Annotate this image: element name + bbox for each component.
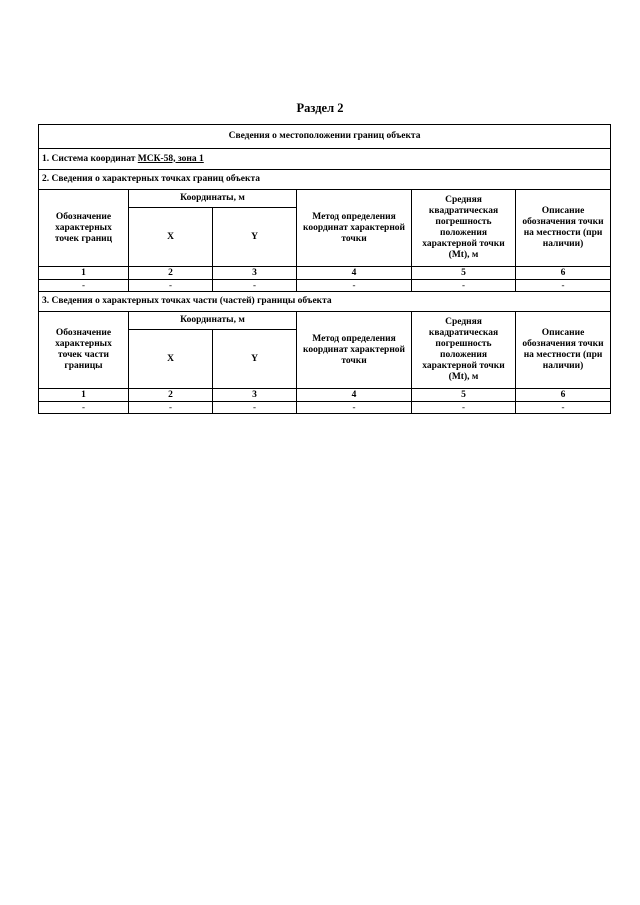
- table-cell: -: [39, 280, 129, 292]
- table-cell: -: [213, 280, 297, 292]
- header-method: Метод определения координат характерной точки: [297, 312, 412, 389]
- section2-title: 2. Сведения о характерных точках границ объекта: [39, 170, 611, 190]
- column-number: 5: [412, 389, 516, 402]
- header-y: Y: [213, 330, 297, 389]
- table-cell: -: [516, 280, 611, 292]
- column-number: 5: [412, 267, 516, 280]
- table-cell: -: [412, 402, 516, 414]
- boundary-info-table: [38, 124, 611, 414]
- table-row: [39, 280, 611, 292]
- header-description: Описание обозначения точки на местности (при наличии): [516, 312, 611, 389]
- column-numbers-row: [39, 267, 611, 280]
- column-number: 3: [213, 267, 297, 280]
- section3-title: 3. Сведения о характерных точках части (частей) границы объекта: [39, 292, 611, 312]
- table-row: [39, 402, 611, 414]
- header-method: Метод определения координат характерной точки: [297, 190, 412, 267]
- column-number: 4: [297, 267, 412, 280]
- coord-system-label: 1. Система координат: [42, 153, 136, 164]
- table-cell: -: [129, 280, 213, 292]
- column-number: 6: [516, 267, 611, 280]
- header-point-designation: Обозначение характерных точек границ: [39, 190, 129, 267]
- header-error: [412, 312, 516, 389]
- table-cell: -: [129, 402, 213, 414]
- coord-system-row: [39, 149, 611, 170]
- table-cell: -: [39, 402, 129, 414]
- header-error-text: Средняя квадратическая погрешность положения характерной точки (Mt), м: [422, 195, 505, 260]
- table-cell: -: [516, 402, 611, 414]
- header-y: Y: [213, 208, 297, 267]
- table-cell: -: [412, 280, 516, 292]
- column-number: 2: [129, 267, 213, 280]
- header-x: X: [129, 330, 213, 389]
- column-number: 2: [129, 389, 213, 402]
- table-cell: -: [297, 402, 412, 414]
- header-error: [412, 190, 516, 267]
- header-description: Описание обозначения точки на местности (при наличии): [516, 190, 611, 267]
- column-numbers-row: [39, 389, 611, 402]
- header-x: X: [129, 208, 213, 267]
- coord-system-value: МСК-58, зона 1: [137, 153, 204, 164]
- column-number: 3: [213, 389, 297, 402]
- header-coordinates: Координаты, м: [129, 312, 297, 330]
- header-coordinates: Координаты, м: [129, 190, 297, 208]
- column-number: 6: [516, 389, 611, 402]
- section-title: Раздел 2: [296, 101, 344, 115]
- table-cell: -: [213, 402, 297, 414]
- column-number: 1: [39, 267, 129, 280]
- table-title: Сведения о местоположении границ объекта: [39, 125, 611, 149]
- header-point-designation-part: Обозначение характерных точек части границы: [39, 312, 129, 389]
- column-number: 1: [39, 389, 129, 402]
- column-number: 4: [297, 389, 412, 402]
- table-cell: -: [297, 280, 412, 292]
- header-error-text: Средняя квадратическая погрешность положения характерной точки (Mt), м: [422, 317, 505, 382]
